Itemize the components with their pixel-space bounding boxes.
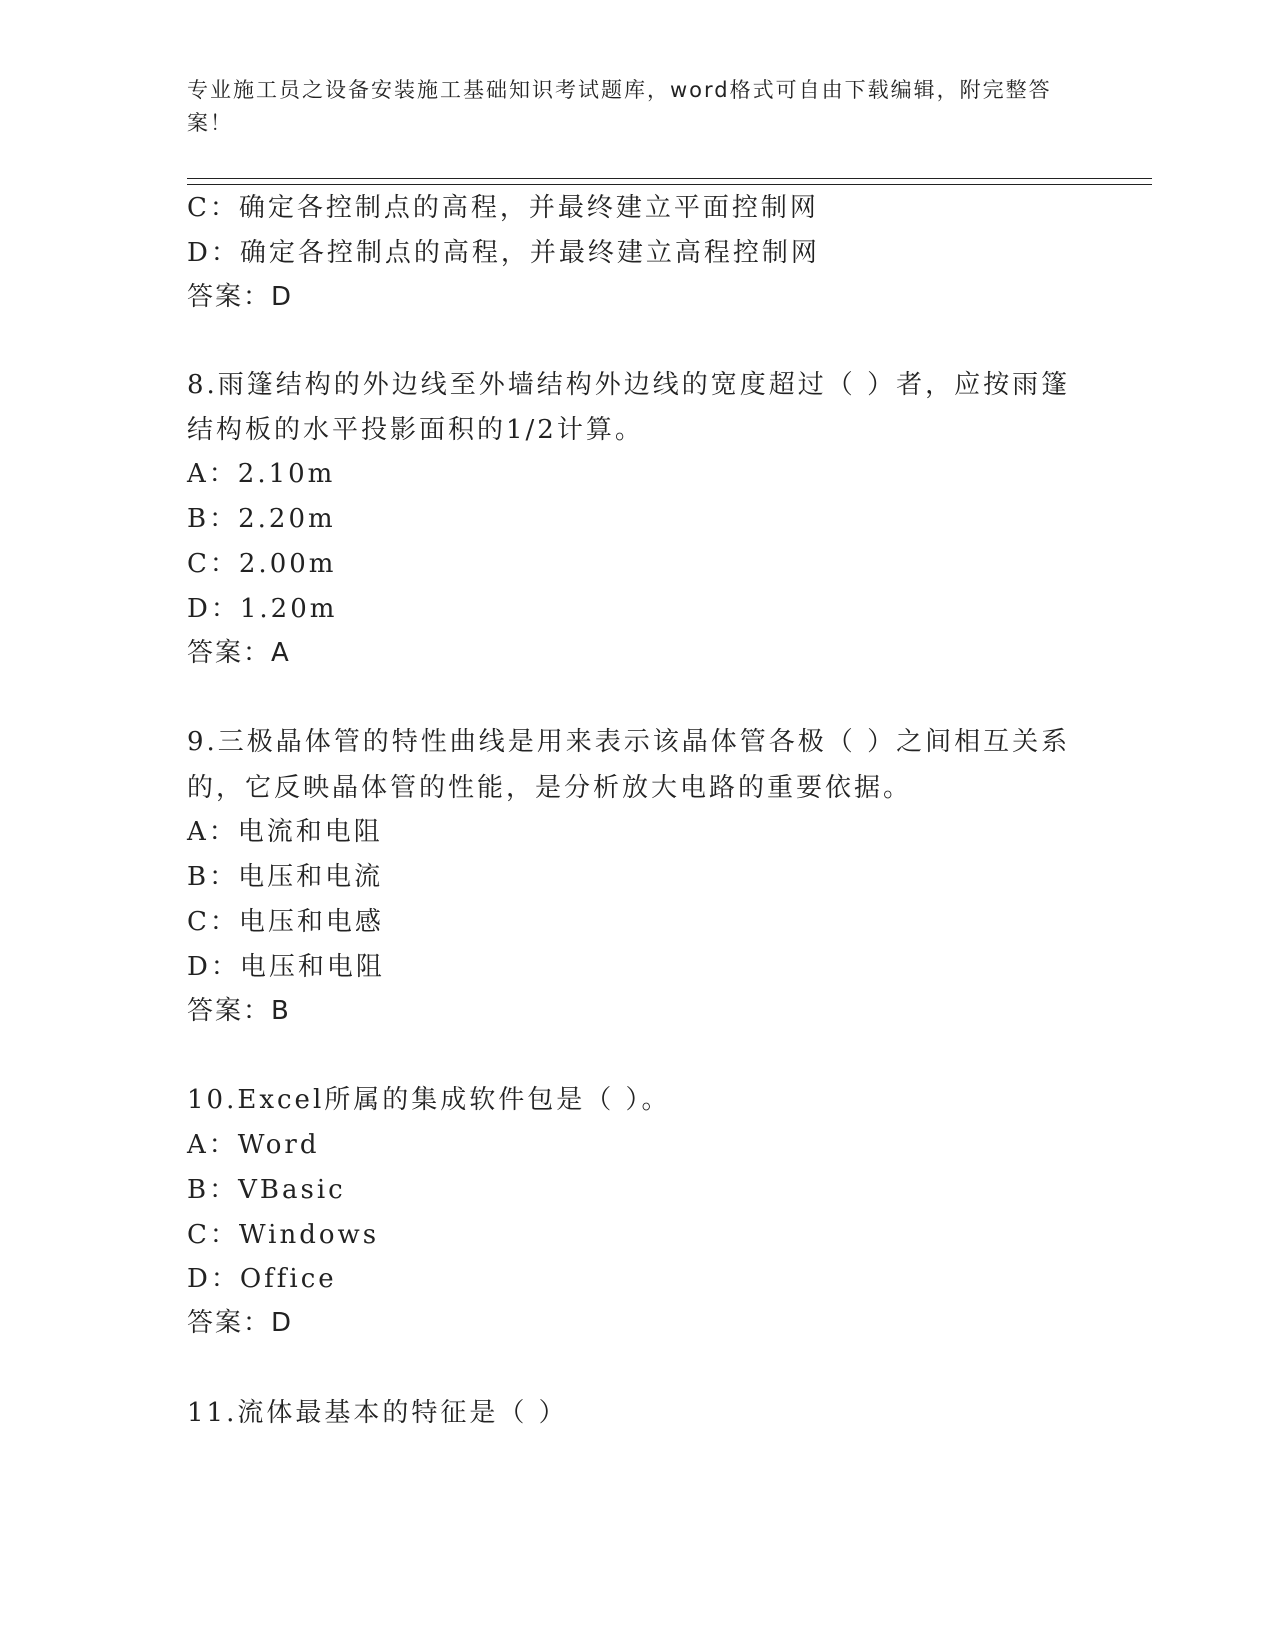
- question-stem: 11.流体最基本的特征是（ ）: [187, 1398, 568, 1428]
- header-divider-bottom: [187, 184, 1152, 185]
- option-d: D：Office: [187, 1264, 337, 1294]
- document-header: 专业施工员之设备安装施工基础知识考试题库，word格式可自由下载编辑，附完整答案！: [187, 78, 1052, 135]
- question-stem-continued: 的，它反映晶体管的性能，是分析放大电路的重要依据。: [187, 773, 913, 803]
- option-c: C：确定各控制点的高程，并最终建立平面控制网: [187, 193, 819, 223]
- answer-line: 答案：D: [187, 282, 294, 312]
- option-c: C：电压和电感: [187, 907, 384, 937]
- option-a: A：Word: [187, 1130, 320, 1160]
- option-b: B：VBasic: [187, 1175, 346, 1205]
- option-a: A：电流和电阻: [187, 817, 383, 847]
- answer-line: 答案：D: [187, 1308, 294, 1338]
- header-divider-top: [187, 178, 1152, 179]
- answer-line: 答案：B: [187, 996, 291, 1026]
- option-c: C：2.00m: [187, 549, 337, 579]
- question-stem: 10.Excel所属的集成软件包是（ ）。: [187, 1085, 671, 1115]
- option-c: C：Windows: [187, 1220, 380, 1250]
- question-stem-continued: 结构板的水平投影面积的1/2计算。: [187, 415, 644, 445]
- option-a: A：2.10m: [187, 459, 336, 489]
- question-stem: 9.三极晶体管的特性曲线是用来表示该晶体管各极（ ）之间相互关系: [187, 727, 1071, 757]
- option-b: B：2.20m: [187, 504, 336, 534]
- option-b: B：电压和电流: [187, 862, 384, 892]
- option-d: D：1.20m: [187, 594, 338, 624]
- answer-line: 答案：A: [187, 638, 291, 668]
- option-d: D：电压和电阻: [187, 952, 385, 982]
- option-d: D：确定各控制点的高程，并最终建立高程控制网: [187, 238, 820, 268]
- question-stem: 8.雨篷结构的外边线至外墙结构外边线的宽度超过（ ）者，应按雨篷: [187, 370, 1071, 400]
